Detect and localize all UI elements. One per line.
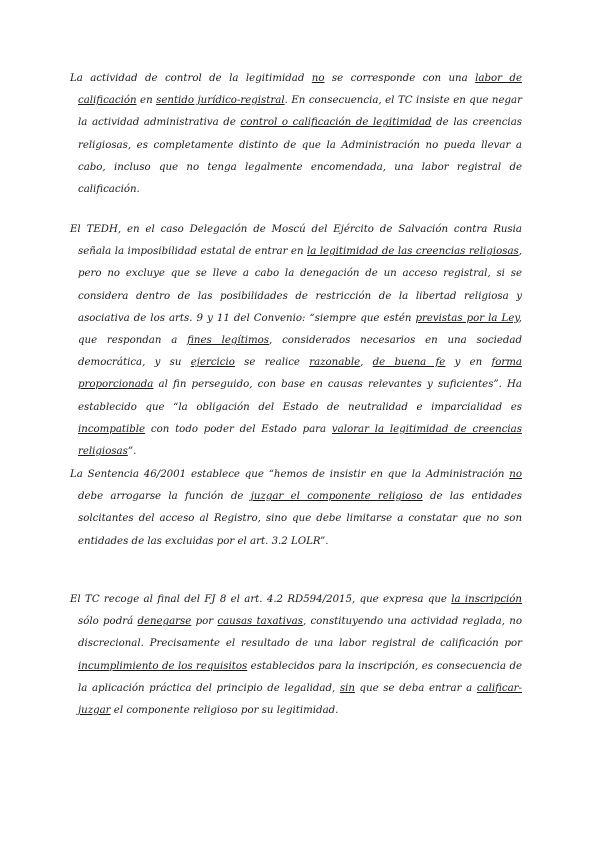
- text-run: en: [136, 95, 157, 107]
- text-run: ,: [360, 357, 373, 369]
- paragraph-4: [70, 589, 522, 722]
- underlined-text: incompatible: [78, 423, 146, 435]
- text-run: se realice: [234, 357, 310, 369]
- text-run: por: [191, 616, 218, 628]
- underlined-text: forma proporcionada: [78, 357, 523, 391]
- text-run: El TEDH, en el caso Delegación de Moscú del Ejército de Salvación contra Rusia señala la imposibilidad estatal de entrar en: [70, 224, 522, 258]
- paragraph-1: [70, 68, 522, 201]
- text-run: , pero no excluye que se lleve a cabo la denegación de un acceso registral, si se considera dentro de las posibilidades de restricción de la libertad religiosa y asociativa de los arts. 9 y 11 del Convenio: “siempre que estén: [78, 246, 523, 324]
- text-run: La Sentencia 46/2001 establece que “hemos de insistir en que la Administración: [70, 469, 510, 480]
- text-run: el componente religioso por su legitimidad.: [110, 705, 339, 717]
- underlined-text: razonable: [309, 357, 361, 369]
- text-run: se corresponde con una: [324, 73, 476, 84]
- underlined-text: sentido jurídico-registral: [156, 95, 285, 107]
- text-run: , constituyendo una actividad reglada, no discrecional. Precisamente el resultado de una labor registral de calificación por: [78, 616, 522, 650]
- text-run: de las creencias religiosas, es completamente distinto de que la Administración no pueda llevar a cabo, incluso que no tenga legalmente encomendada, una labor registral de calificación.: [78, 117, 522, 196]
- underlined-text: calificar-juzgar: [78, 682, 522, 717]
- text-run: y en: [445, 357, 492, 369]
- text-run: al fin perseguido, con base en causas relevantes y suficientes”. Ha establecido que “la obligación del Estado de neutralidad e imparcialidad es: [78, 379, 522, 413]
- underlined-text: juzgar el componente religioso: [250, 491, 423, 503]
- text-run: que se deba entrar a: [354, 682, 477, 694]
- text-run: , que respondan a: [78, 312, 522, 347]
- underlined-text: la legitimidad de las creencias religiosas: [307, 246, 519, 258]
- underlined-text: de buena fe: [372, 357, 446, 369]
- text-run: . En consecuencia, el TC insiste en que negar la actividad administrativa de: [78, 95, 522, 129]
- text-run: El TC recoge al final del FJ 8 el art. 4.2 RD594/2015, que expresa que: [70, 594, 452, 605]
- paragraph-3: [70, 464, 522, 553]
- underlined-text: ejercicio: [190, 357, 235, 369]
- underlined-text: sin: [339, 682, 355, 694]
- underlined-text: incumplimiento de los requisitos: [78, 660, 248, 672]
- text-run: debe arrogarse la función de: [78, 491, 251, 503]
- underlined-text: control o calificación de legitimidad: [240, 117, 432, 129]
- text-run: La actividad de control de la legitimidad: [70, 73, 312, 84]
- underlined-text: la inscripción: [451, 594, 522, 605]
- text-run: de las entidades solcitantes del acceso al Registro, sino que debe limitarse a constatar que no son entidades de las excluidas por el art. 3.2 LOLR”.: [78, 491, 522, 547]
- underlined-text: valorar la legitimidad de creencias religiosas: [78, 423, 522, 458]
- text-run: establecidos para la inscripción, es consecuencia de la aplicación práctica del principio de legalidad,: [78, 660, 522, 694]
- underlined-text: no: [509, 469, 522, 480]
- underlined-text: labor de calificación: [78, 73, 522, 107]
- underlined-text: causas taxativas: [217, 616, 303, 628]
- paragraph-2: [70, 219, 522, 463]
- underlined-text: denegarse: [137, 616, 192, 628]
- text-run: con todo poder del Estado para: [145, 423, 332, 435]
- text-run: ”.: [127, 446, 137, 458]
- underlined-text: no: [311, 73, 325, 84]
- underlined-text: previstas por la Ley: [415, 312, 519, 324]
- text-run: , considerados necesarios en una sociedad democrática, y su: [78, 335, 522, 369]
- underlined-text: fines legítimos: [187, 335, 270, 347]
- text-run: sólo podrá: [78, 616, 138, 628]
